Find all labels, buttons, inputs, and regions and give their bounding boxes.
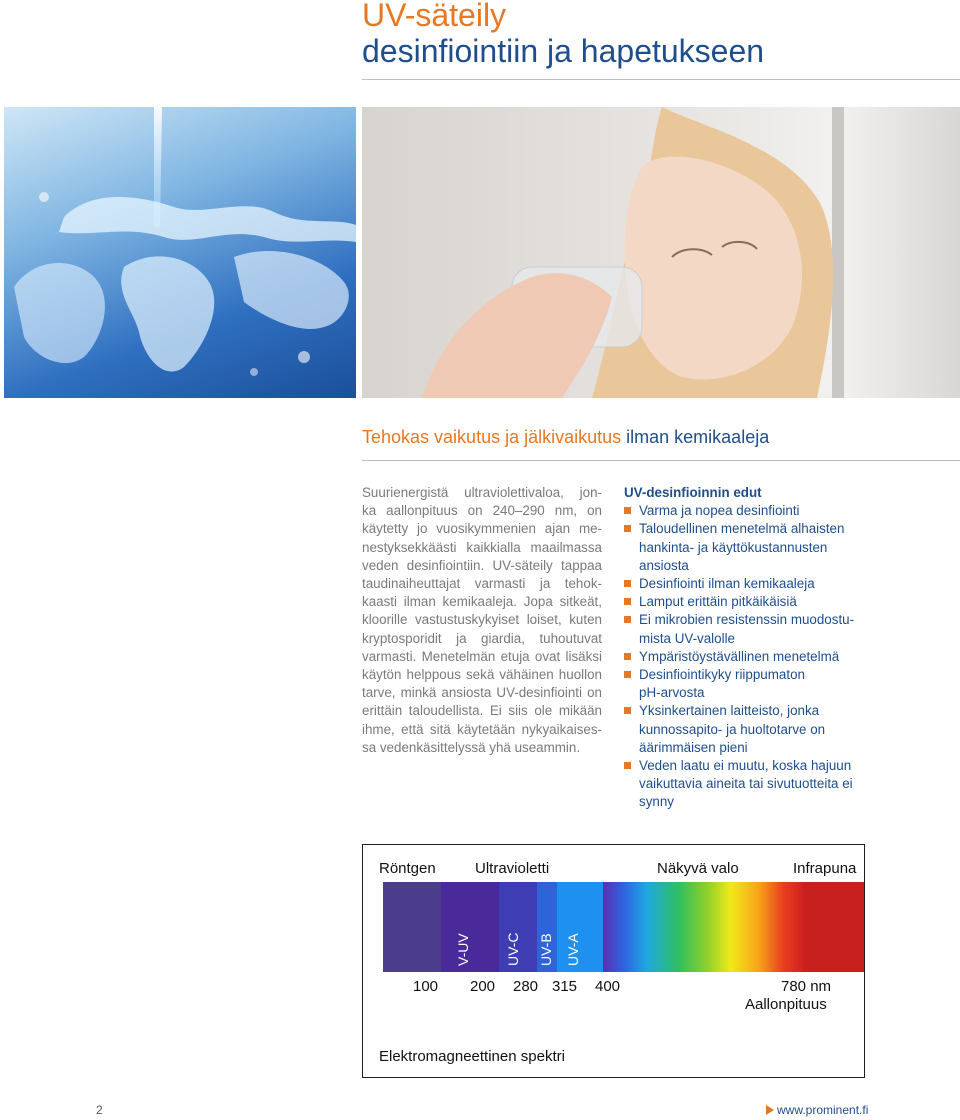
body-line: kloorille vastustuskykyiset loiset, kuten: [362, 612, 602, 628]
benefit-item-text: pH-arvosta: [639, 685, 705, 701]
band-visible: [603, 882, 803, 972]
body-line: käytetty jo vuosikymmenien ajan me-: [362, 521, 602, 537]
axis-label: Aallonpituus: [745, 996, 827, 1013]
body-line: Suurienergistä ultraviolettivaloa, jon-: [362, 485, 602, 500]
benefit-item-text: kunnossapito- ja huoltotarve on: [639, 721, 826, 737]
band-label-uv-b: UV-B: [538, 933, 554, 966]
benefit-item-text: synny: [639, 794, 674, 810]
body-paragraph: [362, 484, 602, 757]
label-infrared: Infrapuna: [793, 860, 857, 877]
square-bullet-icon: [624, 580, 631, 587]
page-title-line1: UV-säteily: [362, 0, 507, 33]
header-divider: [362, 79, 960, 80]
square-bullet-icon: [624, 616, 631, 623]
benefit-item-text: äärimmäisen pieni: [639, 739, 748, 755]
spectrum-bar: [383, 882, 864, 972]
electromagnetic-spectrum-diagram: [362, 844, 865, 1078]
square-bullet-icon: [624, 707, 631, 714]
square-bullet-icon: [624, 525, 631, 532]
body-line: sa vedenkäsittelyssä yhä useammin.: [362, 739, 581, 755]
benefit-item: [624, 648, 884, 666]
section-subheading: [362, 426, 769, 448]
benefit-item-text: vaikuttavia aineita tai sivutuotteita ei: [639, 776, 853, 792]
benefit-item-text: hankinta- ja käyttökustannusten: [639, 539, 828, 555]
tick-780-nm: 780 nm: [781, 978, 832, 995]
benefit-item-text: Taloudellinen menetelmä alhaisten: [639, 521, 845, 537]
band-infrared: [803, 882, 864, 972]
tick-100: 100: [413, 978, 439, 995]
body-line: taudinaiheuttajat varmasti ja tehok-: [362, 576, 602, 592]
benefits-list-section: [624, 484, 884, 812]
body-line: ka aallonpituus on 240–290 nm, on: [362, 503, 602, 519]
section-divider: [362, 460, 960, 461]
tick-400: 400: [595, 978, 621, 995]
subheading-highlight: Tehokas vaikutus ja jälkivaikutus: [362, 427, 622, 447]
benefit-item: [624, 666, 884, 702]
page-number: 2: [96, 1103, 103, 1117]
benefit-item-text: ansiosta: [639, 557, 689, 573]
tick-280: 280: [513, 978, 539, 995]
square-bullet-icon: [624, 653, 631, 660]
body-line: kaasti ilman kemikaaleja. Jopa sitkeät,: [362, 594, 602, 610]
square-bullet-icon: [624, 671, 631, 678]
tick-200: 200: [470, 978, 496, 995]
band-label-uv-c: UV-C: [505, 932, 521, 966]
body-line: veden desinfiointiin. UV-säteily tappaa: [362, 557, 602, 573]
label-xray: Röntgen: [379, 860, 436, 877]
body-line: käytön helppous sekä vähäinen huollon: [362, 667, 602, 683]
water-world-map-photo: [4, 107, 356, 398]
benefit-item-text: mista UV-valolle: [639, 630, 735, 646]
footer-url-text[interactable]: www.prominent.fi: [777, 1103, 869, 1117]
benefit-item: [624, 757, 884, 812]
label-ultraviolet: Ultravioletti: [475, 860, 550, 877]
benefit-item: [624, 502, 884, 520]
body-line: varmasti. Menetelmän etuja ovat lisäksi: [362, 648, 602, 664]
benefit-item: [624, 611, 884, 647]
subheading-rest: ilman kemikaaleja: [626, 427, 770, 447]
band-xray: [383, 882, 441, 972]
square-bullet-icon: [624, 762, 631, 769]
body-line: nestyksekkäästi kaikkialla maailmassa: [362, 539, 602, 555]
page-title-line2: desinfiointiin ja hapetukseen: [362, 33, 765, 69]
benefit-item-text: Ympäristöystävällinen menetelmä: [639, 648, 840, 664]
tick-315: 315: [552, 978, 578, 995]
benefit-item-text: Ei mikrobien resistenssin muodostu-: [639, 612, 855, 628]
body-line: tarve, minkä ansiosta UV-desinfiointi on: [362, 685, 602, 701]
band-label-v-uv: V-UV: [455, 933, 471, 966]
square-bullet-icon: [624, 507, 631, 514]
benefit-item-text: Desinfiointikyky riippumaton: [639, 667, 805, 683]
benefit-item-text: Yksinkertainen laitteisto, jonka: [639, 703, 820, 719]
water-splash-illustration: [4, 107, 356, 398]
benefit-item: [624, 520, 884, 575]
benefits-title: UV-desinfioinnin edut: [624, 485, 762, 500]
benefits-list: [624, 502, 884, 811]
benefit-item: [624, 702, 884, 757]
benefit-item-text: Veden laatu ei muutu, koska hajuun: [639, 758, 852, 774]
band-label-uv-a: UV-A: [565, 933, 581, 966]
benefit-item-text: Lamput erittäin pitkäikäisiä: [639, 594, 797, 610]
woman-drinking-water-photo: [362, 107, 960, 398]
benefit-item-text: Desinfiointi ilman kemikaaleja: [639, 576, 815, 592]
body-line: erittäin taloudellista. Ei siis ole mikään: [362, 703, 602, 719]
body-line: ihme, että sitä käytetään nykyaikaises-: [362, 721, 602, 737]
benefit-item-text: Varma ja nopea desinfiointi: [639, 503, 800, 519]
footer-link[interactable]: [766, 1103, 868, 1117]
benefit-item: [624, 575, 884, 593]
woman-illustration: [362, 107, 960, 398]
square-bullet-icon: [624, 598, 631, 605]
arrow-right-icon: [766, 1105, 774, 1115]
spectrum-caption: Elektromagneettinen spektri: [379, 1048, 565, 1065]
body-line: kryptosporidit ja giardia, tuhoutuvat: [362, 630, 602, 646]
benefit-item: [624, 593, 884, 611]
label-visible-light: Näkyvä valo: [657, 860, 739, 877]
